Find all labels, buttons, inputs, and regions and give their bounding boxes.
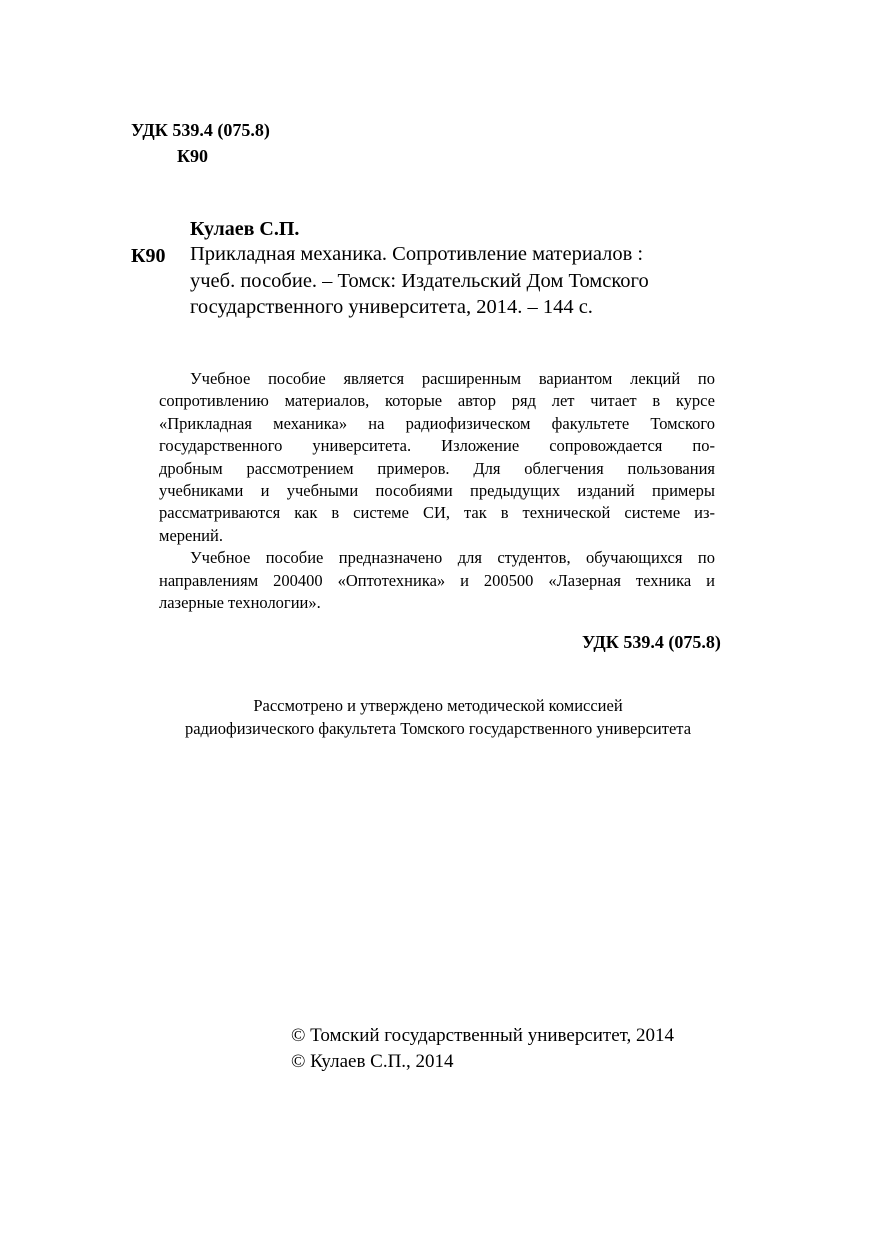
annotation-line: Учебное пособие является расширенным вариантом лекций по <box>190 369 715 388</box>
citation-line: Прикладная механика. Сопротивление материалов : <box>190 243 644 265</box>
udk-index-right: УДК 539.4 (075.8) <box>582 632 721 652</box>
author-name: Кулаев С.П. <box>190 218 300 240</box>
copyright-block <box>291 1023 674 1075</box>
citation-line: государственного университета, 2014. – 144 с. <box>190 296 593 318</box>
annotation-line: рассматриваются как в системе СИ, так в технической системе из- <box>159 503 715 523</box>
annotation-line: «Прикладная механика» на радиофизическом факультете Томского <box>159 413 715 433</box>
copyright-line: © Томский государственный университет, 2014 <box>291 1025 675 1046</box>
annotation-line: государственного университета. Изложение сопровождается по- <box>159 436 715 456</box>
approval-note <box>0 695 876 740</box>
annotation-line: дробным рассмотрением примеров. Для облегчения пользования <box>159 458 715 478</box>
author-sign: К90 <box>177 146 209 166</box>
annotation-line: лазерные технологии». <box>159 592 321 612</box>
annotation-line: Учебное пособие предназначено для студентов, обучающихся по <box>190 548 715 568</box>
annotation-line: мерений. <box>159 525 223 545</box>
citation-line: учеб. пособие. – Томск: Издательский Дом Томского <box>190 269 649 292</box>
approval-line: радиофизического факультета Томского государственного университета <box>184 718 692 738</box>
annotation-line: сопротивлению материалов, которые автор ряд лет читает в курсе <box>159 391 715 411</box>
copyright-line: © Кулаев С.П., 2014 <box>291 1051 454 1072</box>
annotation <box>159 368 715 614</box>
approval-line: Рассмотрено и утверждено методической комиссией <box>253 696 623 715</box>
citation <box>190 241 730 321</box>
annotation-line: направлениям 200400 «Оптотехника» и 200500 «Лазерная техника и <box>159 570 715 590</box>
author-mark: К90 <box>131 245 166 267</box>
annotation-line: учебниками и учебными пособиями предыдущих изданий примеры <box>159 480 715 500</box>
udk-index: УДК 539.4 (075.8) <box>131 120 270 140</box>
